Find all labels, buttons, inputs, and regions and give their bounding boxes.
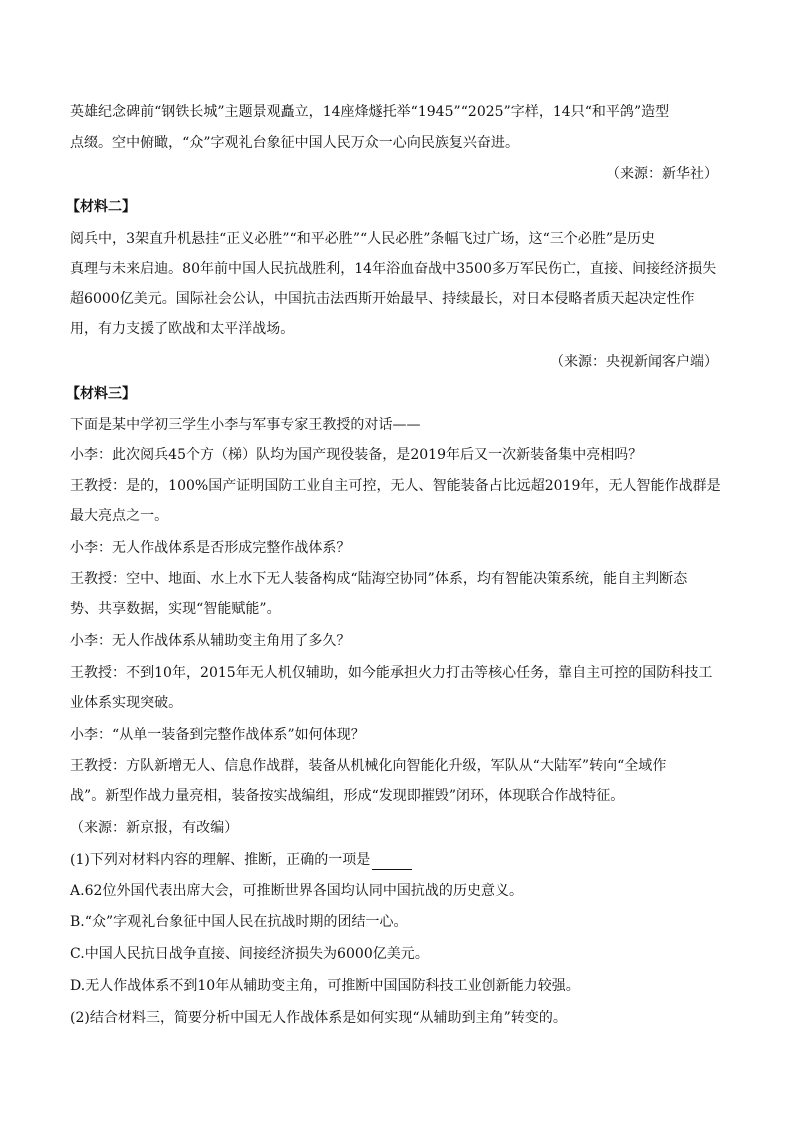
paragraph-line: 用，有力支援了欧战和太平洋战场。 (70, 321, 295, 337)
section-heading-material3: 【材料三】 (66, 386, 136, 402)
option-a: A.62位外国代表出席大会，可推断世界各国均认同中国抗战的历史意义。 (70, 883, 524, 899)
dialogue-line: 势、共享数据，实现“智能赋能”。 (70, 601, 281, 617)
question-1-stem-text: (1)下列对材料内容的理解、推断，正确的一项是 (70, 852, 371, 868)
paragraph-line: 真理与未来启迪。80年前中国人民抗战胜利，14年浴血奋战中3500多万军民伤亡，直接、间接经济损失 (70, 261, 717, 277)
dialogue-line: 王教授：是的，100%国产证明国防工业自主可控，无人、智能装备占比远超2019年，无人智能作战群是 (70, 478, 721, 494)
dialogue-line: 小李：无人作战体系从辅助变主角用了多久？ (70, 633, 351, 649)
paragraph-line: 下面是某中学初三学生小李与军事专家王教授的对话—— (70, 417, 421, 433)
dialogue-line: 小李：无人作战体系是否形成完整作战体系？ (70, 540, 351, 556)
paragraph-line: 阅兵中，3架直升机悬挂“正义必胜”“和平必胜”“人民必胜”条幅飞过广场，这“三个必胜”是历史 (70, 231, 656, 247)
paragraph-line: 超6000亿美元。国际社会公认，中国抗击法西斯开始最早、持续最长，对日本侵略者质天起决定性作 (70, 291, 695, 307)
option-b: B.“众”字观礼台象征中国人民在抗战时期的团结一心。 (70, 914, 408, 930)
source-note: （来源：新华社） (606, 166, 718, 182)
option-c: C.中国人民抗日战争直接、间接经济损失为6000亿美元。 (70, 946, 429, 962)
question-1-stem (70, 850, 730, 870)
dialogue-line: 王教授：方队新增无人、信息作战群，装备从机械化向智能化升级，军队从“大陆军”转向“全域作 (70, 758, 667, 774)
source-note: （来源：央视新闻客户端） (550, 354, 718, 370)
paragraph-line: 点缀。空中俯瞰，“众”字观礼台象征中国人民万众一心向民族复兴奋进。 (70, 135, 519, 151)
option-d: D.无人作战体系不到10年从辅助变主角，可推断中国国防科技工业创新能力较强。 (70, 978, 580, 994)
dialogue-line: 业体系实现突破。 (70, 695, 183, 711)
dialogue-line: 战”。新型作战力量亮相，装备按实战编组，形成“发现即摧毁”闭环，体现联合作战特征。 (70, 788, 625, 804)
dialogue-line: 小李：“从单一装备到完整作战体系”如何体现？ (70, 727, 365, 743)
dialogue-line: 王教授：不到10年，2015年无人机仅辅助，如今能承担火力打击等核心任务，靠自主可控的国防科技工 (70, 665, 713, 681)
source-note: （来源：新京报，有改编） (70, 820, 239, 836)
dialogue-line: 最大亮点之一。 (70, 508, 169, 524)
dialogue-line: 王教授：空中、地面、水上水下无人装备构成“陆海空协同”体系，均有智能决策系统，能自主判断态 (70, 571, 688, 587)
answer-blank[interactable] (372, 855, 412, 870)
section-heading-material2: 【材料二】 (66, 199, 136, 215)
question-2-stem: (2)结合材料三，简要分析中国无人作战体系是如何实现“从辅助到主角”转变的。 (70, 1010, 567, 1026)
paragraph-line: 英雄纪念碑前“钢铁长城”主题景观矗立，14座烽燧托举“1945”“2025”字样，14只“和平鸽”造型 (70, 104, 670, 120)
dialogue-line: 小李：此次阅兵45个方（梯）队均为国产现役装备，是2019年后又一次新装备集中亮相吗？ (70, 447, 643, 463)
